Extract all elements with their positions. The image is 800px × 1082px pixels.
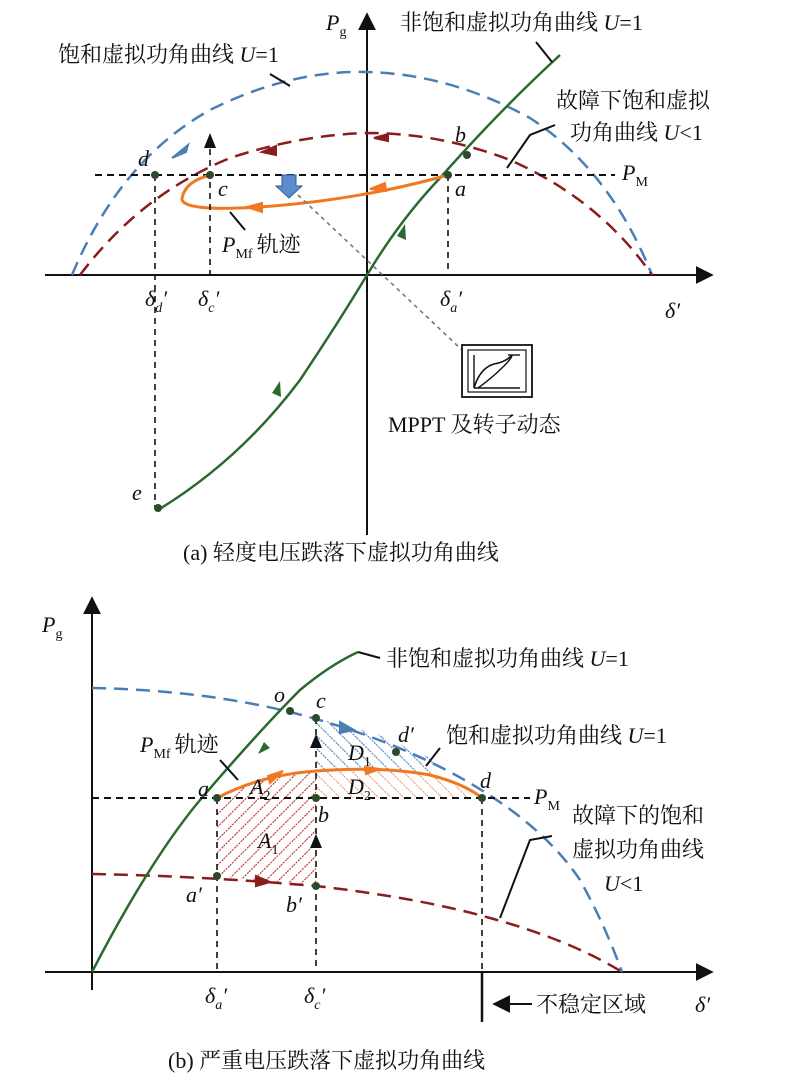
- panel-a-pm-label: $P_M$: [622, 160, 648, 190]
- panel-a-point-a: [444, 171, 452, 179]
- panel-a-dc-arrow: [204, 133, 216, 148]
- panel-a-tick-dc: $\delta_c'$: [198, 286, 220, 316]
- panel-a-leader-nonsat: [536, 42, 552, 62]
- panel-a-pmf-arrow-1: [370, 183, 386, 191]
- panel-a-saturated-arrow: [172, 145, 188, 158]
- panel-b-point-b: [312, 794, 320, 802]
- panel-b-nonsat-arrow: [258, 742, 270, 754]
- panel-b-point-a-label: a: [198, 776, 209, 801]
- panel-a-mppt-label: MPPT 及转子动态: [388, 412, 561, 437]
- panel-b-leader-fault: [500, 836, 552, 918]
- panel-a-label-fault-1: 故障下饱和虚拟: [556, 88, 711, 113]
- panel-b-y-axis-label: $P_g$: [42, 612, 63, 642]
- panel-a-tick-da: $\delta_a'$: [440, 286, 463, 316]
- panel-a-point-a-label: a: [455, 176, 466, 201]
- panel-b-point-o-label: o: [274, 682, 285, 707]
- panel-a-point-d-label: d: [138, 146, 149, 171]
- panel-b-point-o: [286, 707, 294, 715]
- panel-a-tick-dd: $\delta_d'$: [145, 286, 168, 316]
- panel-b-area-D1: [316, 718, 435, 775]
- panel-a: [45, 10, 712, 565]
- panel-b-unstable-label: 不稳定区域: [536, 992, 647, 1017]
- panel-b-point-b-label: b: [318, 802, 329, 827]
- panel-b-area-D1-label: $D_1$: [348, 740, 371, 770]
- panel-b-label-fault-2: 虚拟功角曲线: [572, 837, 705, 862]
- panel-a-nonsat-arrow-1: [272, 381, 281, 397]
- panel-b-x-axis-label: δ′: [695, 992, 711, 1017]
- panel-b-point-d-label: d: [480, 768, 491, 793]
- panel-a-mppt-down-arrow: [276, 175, 302, 198]
- panel-b: [41, 598, 712, 1073]
- panel-b-label-nonsat: 非饱和虚拟功角曲线 U=1: [386, 646, 629, 671]
- panel-b-saturated-arrow: [340, 722, 354, 733]
- panel-a-x-axis-label: δ′: [665, 298, 681, 323]
- panel-a-mppt-pointer: [298, 195, 462, 350]
- panel-b-point-a: [213, 794, 221, 802]
- panel-a-point-c-label: c: [218, 176, 228, 201]
- panel-b-label-pmf: $P_{Mf}$ 轨迹: [140, 732, 219, 762]
- panel-a-point-e-label: e: [132, 480, 142, 505]
- panel-b-point-d: [478, 794, 486, 802]
- mppt-curve-icon: [462, 345, 532, 397]
- panel-b-point-c: [312, 714, 320, 722]
- panel-a-label-sat: 饱和虚拟功角曲线 U=1: [58, 42, 279, 67]
- panel-b-leader-nonsat: [358, 652, 380, 658]
- panel-b-point-a-prime-label: a′: [186, 882, 202, 907]
- panel-b-area-D2-label: $D_2$: [348, 774, 371, 804]
- panel-b-point-b-prime-label: b′: [286, 892, 302, 917]
- panel-b-point-c-label: c: [316, 688, 326, 713]
- panel-b-area-A2-label: $A_2$: [250, 774, 271, 804]
- panel-b-label-sat: 饱和虚拟功角曲线 U=1: [446, 723, 667, 748]
- panel-b-fault-curve: [92, 874, 622, 972]
- panel-a-caption: (a) 轻度电压跌落下虚拟功角曲线: [183, 540, 499, 565]
- panel-a-point-b: [463, 151, 471, 159]
- panel-a-fault-arrow-2: [374, 134, 388, 141]
- panel-b-caption: (b) 严重电压跌落下虚拟功角曲线: [168, 1048, 486, 1073]
- panel-a-label-nonsat: 非饱和虚拟功角曲线 U=1: [400, 10, 643, 35]
- panel-b-tick-da: $\delta_a'$: [205, 983, 228, 1013]
- panel-a-label-fault-2: 功角曲线 U<1: [570, 120, 703, 145]
- panel-a-nonsaturated-curve: [158, 55, 560, 510]
- panel-b-point-a-prime: [213, 872, 221, 880]
- panel-a-label-pmf: $P_{Mf}$ 轨迹: [222, 232, 301, 262]
- panel-b-area-A1-label: $A_1$: [258, 828, 279, 858]
- panel-b-point-d-prime-label: d′: [398, 722, 414, 747]
- panel-b-pm-label: $P_M$: [534, 784, 560, 814]
- panel-a-point-c: [206, 171, 214, 179]
- panel-a-point-e: [154, 504, 162, 512]
- panel-a-leader-pmf: [230, 212, 245, 230]
- panel-a-pmf-arrow-2: [247, 203, 262, 212]
- panel-b-tick-dc: $\delta_c'$: [304, 983, 326, 1013]
- panel-b-point-d-prime: [392, 748, 400, 756]
- panel-b-label-fault-1: 故障下的饱和: [572, 803, 705, 828]
- panel-b-leader-pmf: [220, 760, 238, 780]
- panel-a-point-d: [151, 171, 159, 179]
- panel-a-point-b-label: b: [455, 122, 466, 147]
- panel-a-y-axis-label: $P_g$: [326, 10, 347, 40]
- panel-b-label-fault-3: U<1: [604, 871, 644, 896]
- panel-b-point-b-prime: [312, 882, 320, 890]
